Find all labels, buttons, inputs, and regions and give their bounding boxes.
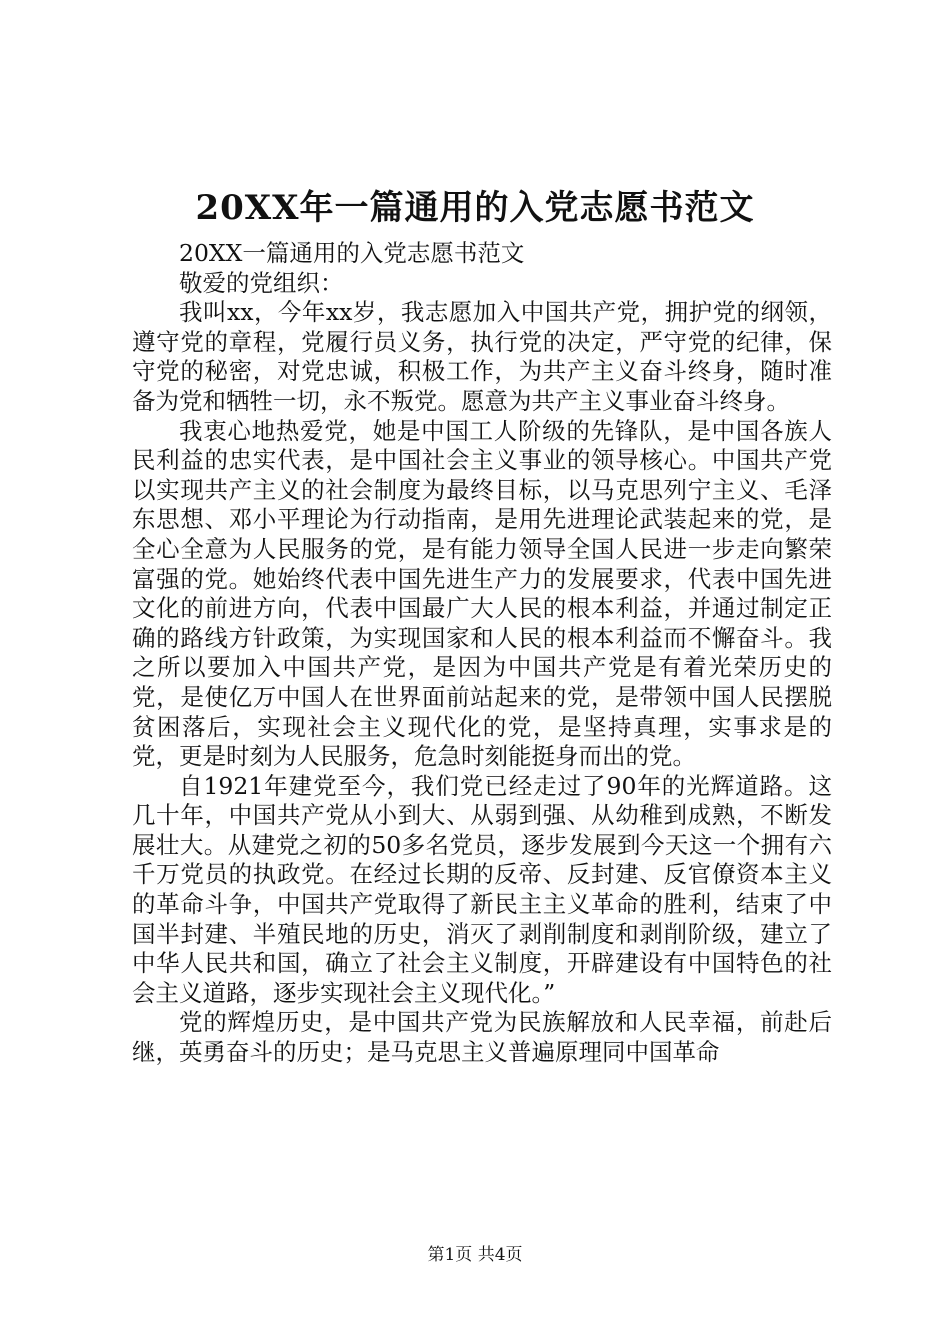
paragraph-4: 党的辉煌历史，是中国共产党为民族解放和人民幸福，前赴后继，英勇奋斗的历史；是马克思主义普遍原理同中国革命 [132, 1008, 832, 1067]
document-title: 20XX年一篇通用的入党志愿书范文 [195, 188, 755, 228]
page-footer: 第1页 共4页 [427, 1245, 523, 1265]
paragraph-3: 自1921年建党至今，我们党已经走过了90年的光辉道路。这几十年，中国共产党从小到大、从弱到强、从幼稚到成熟，不断发展壮大。从建党之初的50多名党员，逐步发展到今天这一个拥有六千万党员的执政党。在经过长期的反帝、反封建、反官僚资本主义的革命斗争，中国共产党取得了新民主主义革命的胜利，结束了中国半封建、半殖民地的历史，消灭了剥削制度和剥削阶级，建立了中华人民共和国，确立了社会主义制度，开辟建设有中国特色的社会主义道路，逐步实现社会主义现代化。” [132, 771, 832, 1007]
paragraph-2: 我衷心地热爱党，她是中国工人阶级的先锋队，是中国各族人民利益的忠实代表，是中国社会主义事业的领导核心。中国共产党以实现共产主义的社会制度为最终目标，以马克思列宁主义、毛泽东思想、邓小平理论为行动指南，是用先进理论武装起来的党，是全心全意为人民服务的党，是有能力领导全国人民进一步走向繁荣富强的党。她始终代表中国先进生产力的发展要求，代表中国先进文化的前进方向，代表中国最广大人民的根本利益，并通过制定正确的路线方针政策，为实现国家和人民的根本利益而不懈奋斗。我之所以要加入中国共产党，是因为中国共产党是有着光荣历史的党，是使亿万中国人在世界面前站起来的党，是带领中国人民摆脱贫困落后，实现社会主义现代化的党，是坚持真理，实事求是的党，更是时刻为人民服务，危急时刻能挺身而出的党。 [132, 416, 832, 771]
paragraph-1: 我叫xx，今年xx岁，我志愿加入中国共产党，拥护党的纲领，遵守党的章程，党履行员义务，执行党的决定，严守党的纪律，保守党的秘密，对党忠诚，积极工作，为共产主义奋斗终身，随时准备为党和牺牲一切，永不叛党。愿意为共产主义事业奋斗终身。 [132, 298, 832, 415]
paragraph-salutation: 敬爱的党组织： [179, 268, 344, 297]
document-body [132, 239, 832, 1068]
paragraph-subtitle: 20XX一篇通用的入党志愿书范文 [179, 239, 525, 267]
